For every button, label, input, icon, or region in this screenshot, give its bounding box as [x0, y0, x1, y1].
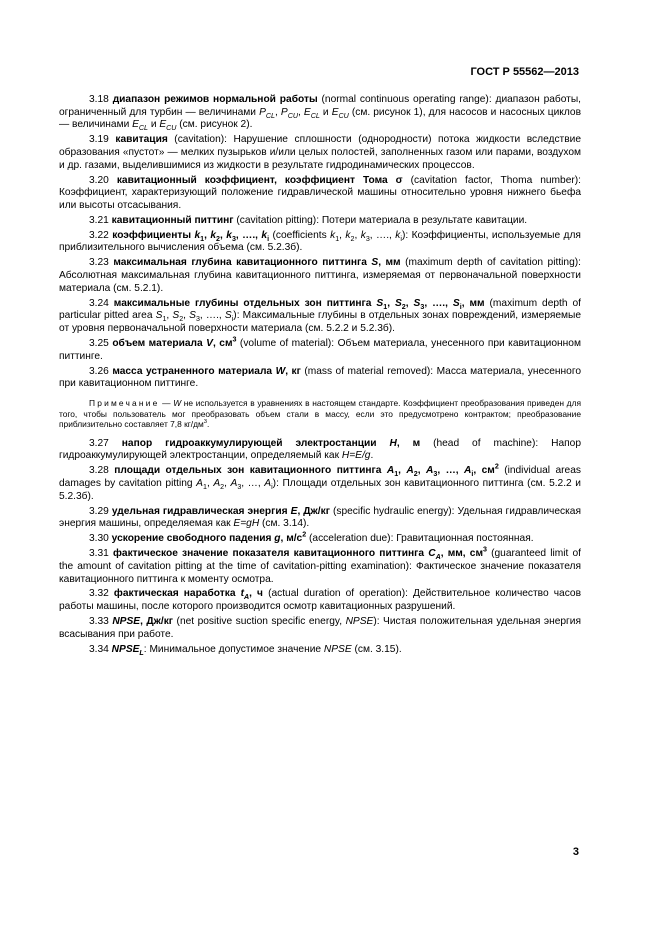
page-number: 3 [572, 846, 579, 858]
term-3-32: 3.32 фактическая наработка $t_A$, ч (actual duration of operation): Действительное количество часов работы машины, после которого производится осмотр кавитационных разрушений. [59, 588, 581, 613]
term-3-31: 3.31 фактическое значение показателя кавитационного питтинга $C_A$, мм, $см^3$ (guaranteed limit of the amount of cavitation pitting at the time of cavitation-pitting examination): Фактическое значение показателя кавитационного питтинга к моменту осмотра. [59, 545, 581, 585]
term-3-33: 3.33 NPSE, Дж/кг (net positive suction specific energy, NPSE): Чистая положительная удельная энергия всасывания при работе. [59, 616, 581, 640]
term-3-24: 3.24 максимальные глубины отдельных зон питтинга $S_1$, $S_2$, $S_3$, …., $S_i$, мм (maximum depth of particular pitted area $S_1$, $S_2$, $S_3$, …., $S_i$): Максимальные глубины в отдельных зонах повреждений, измеряемые от уровня первоначальной поверхности материала (см. 5.2.2 и 5.2.3б). [59, 297, 582, 335]
term-3-29: 3.29 удельная гидравлическая энергия E, Дж/кг (specific hydraulic energy): Удельная гидравлическая энергия машины, определяемая как E=gH (см. 3.14). [59, 505, 581, 530]
term-3-21: 3.21 кавитационный питтинг (cavitation pitting): Потери материала в результате кавитации. [89, 214, 528, 226]
standard-number: ГОСТ Р 55562—2013 [470, 66, 579, 78]
term-3-25: 3.25 объем материала V, $см^3$ (volume of material): Объем материала, унесенного при кавитационном питтинге. [59, 335, 581, 362]
term-3-28: 3.28 площади отдельных зон кавитационного питтинга $A_1$, $A_2$, $A_3$, …, $A_i$, $см^2$ (individual areas damages by cavitation pitting $A_1$, $A_2$, $A_3$, …, $A_i$): Площади отдельных зон кавитационного питтинга (см. 5.2.2 и 5.2.3б). [59, 462, 581, 502]
definitions-body [59, 94, 581, 659]
term-3-18: 3.18 диапазон режимов нормальной работы (normal continuous operating range): диапазон работы, ограниченный для турбин — величинами $P_{CL}$, $P_{CU}$, $E_{CL}$ и $E_{CU}$ (см. рисунок 1), для насосов и насосных циклов — величинами $E_{CL}$ и $E_{CU}$ (см. рисунок 2). [59, 94, 581, 133]
note-paragraph: Примечание — W не используется в уравнениях в настоящем стандарте. Коэффициент преобразования приведен для того, чтобы пользователь мог преобразовать объем стали в массу, если это предусмотрено контрактом; преобразование приблизительно составляет 7,8 $кг/дм^3$. [59, 397, 581, 430]
term-3-27: 3.27 напор гидроаккумулирующей электростанции H, м (head of machine): Напор гидроаккумулирующей электростанции, определяемый как H=E/g. [59, 437, 581, 462]
term-3-34: 3.34 $NPSE_L$: Минимальное допустимое значение NPSE (см. 3.15). [89, 643, 402, 657]
term-3-26: 3.26 масса устраненного материала W, кг (mass of material removed): Масса материала, унесенного при кавитационном питтинге. [59, 365, 581, 390]
term-3-23: 3.23 максимальная глубина кавитационного питтинга S, мм (maximum depth of cavitation pitting): Абсолютная максимальная глубина кавитационного питтинга, измеряемая от первоначальной поверхности материала (см. 5.2.1). [59, 257, 581, 294]
term-3-20: 3.20 кавитационный коэффициент, коэффициент Тома σ (cavitation factor, Thoma number): Коэффициент, характеризующий положение гидравлической машины относительно уровня нижнего бьефа или высоты отсасывания. [59, 174, 581, 211]
term-3-30: 3.30 ускорение свободного падения g, $м/с^2$ (acceleration due): Гравитационная постоянная. [89, 530, 534, 545]
term-3-19: 3.19 кавитация (cavitation): Нарушение сплошности (однородности) потока жидкости вследствие образования «пустот» — мелких пузырьков и/или целых полостей, заполненных газом или парами, воздухом и др. газами, выделившимися из жидкости в результате гидродинамических процессов. [59, 134, 581, 171]
term-3-22: 3.22 коэффициенты $k_1$, $k_2$, $k_3$, …., $k_i$ (coefficients $k_1$, $k_2$, $k_3$, …., $k_i$): Коэффициенты, используемые для приблизительного вычисления объема (см. 5.2.3б). [59, 229, 581, 254]
